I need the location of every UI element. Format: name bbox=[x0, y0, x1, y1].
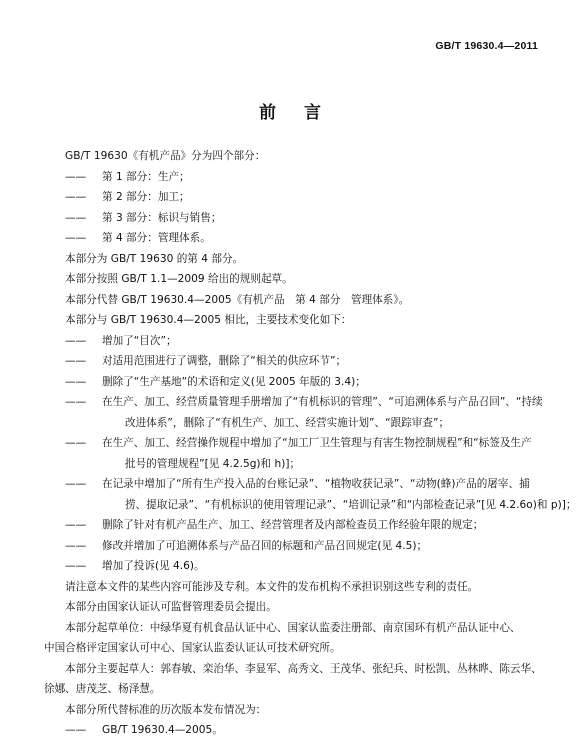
line-text: 第 2 部分：加工； bbox=[102, 191, 190, 203]
line-text: 本部分按照 GB/T 1.1—2009 给出的规则起草。 bbox=[65, 273, 293, 285]
line-text: 本部分与 GB/T 19630.4—2005 相比，主要技术变化如下： bbox=[65, 314, 352, 326]
text-line bbox=[44, 577, 536, 598]
text-line bbox=[44, 310, 536, 331]
text-line bbox=[44, 187, 536, 208]
line-text: 徐娜、唐茂芝、杨泽慧。 bbox=[44, 683, 161, 695]
text-line bbox=[44, 700, 536, 721]
line-text: 中国合格评定国家认可中心、国家认监委认证认可技术研究所。 bbox=[44, 642, 341, 654]
text-line bbox=[44, 228, 536, 249]
text-line bbox=[44, 659, 542, 680]
text-line bbox=[44, 146, 536, 167]
text-line bbox=[44, 618, 536, 639]
text-line bbox=[44, 392, 543, 413]
list-dash: —— bbox=[65, 539, 87, 552]
line-text: GB/T 19630.4—2005。 bbox=[102, 724, 223, 736]
text-line bbox=[44, 208, 536, 229]
standard-number: GB/T 19630.4—2011 bbox=[435, 40, 538, 52]
text-line bbox=[44, 556, 536, 577]
line-text: 本部分所代替标准的历次版本发布情况为： bbox=[65, 703, 267, 716]
text-line bbox=[44, 331, 536, 352]
line-text: 本部分代替 GB/T 19630.4—2005《有机产品 第 4 部分 管理体系》。 bbox=[65, 293, 410, 306]
list-dash: —— bbox=[65, 191, 87, 203]
list-dash: —— bbox=[65, 355, 87, 367]
text-line bbox=[44, 597, 536, 618]
line-text: 本部分主要起草人：郭春敏、栾治华、李显军、高秀文、王茂华、张纪兵、时松凯、丛林晔、陈云华、 bbox=[65, 662, 542, 675]
line-text: 本部分为 GB/T 19630 的第 4 部分。 bbox=[65, 252, 244, 265]
list-dash: —— bbox=[65, 519, 87, 531]
line-text: 在记录中增加了“所有生产投入品的台账记录”、“植物收获记录”、“动物(蜂)产品的屠宰、捕 bbox=[102, 478, 530, 490]
text-line bbox=[44, 474, 536, 495]
line-text: 在生产、加工、经营质量管理手册增加了“有机标识的管理”、“可追溯体系与产品召回”、“持续 bbox=[102, 396, 543, 408]
text-line bbox=[44, 167, 536, 188]
list-dash: —— bbox=[65, 375, 87, 388]
text-line bbox=[44, 372, 536, 393]
text-line bbox=[44, 515, 536, 536]
line-text: 请注意本文件的某些内容可能涉及专利。本文件的发布机构不承担识别这些专利的责任。 bbox=[65, 580, 479, 593]
line-text: 删除了针对有机产品生产、加工、经营管理者及内部检查员工作经验年限的规定； bbox=[102, 519, 484, 531]
list-dash: —— bbox=[65, 724, 87, 736]
line-text: 捞、提取记录”、“有机标识的使用管理记录”、“培训记录”和“内部检查记录”[见 4.2.6o)和 p)]； bbox=[125, 498, 577, 511]
list-dash: —— bbox=[65, 170, 87, 183]
line-text: 在生产、加工、经营操作规程中增加了“加工厂卫生管理与有害生物控制规程”和“标签及生产 bbox=[102, 437, 532, 449]
text-line bbox=[44, 638, 536, 659]
line-text: 第 1 部分：生产； bbox=[102, 170, 190, 183]
line-text: 本部分由国家认证认可监督管理委员会提出。 bbox=[65, 601, 277, 613]
text-line bbox=[44, 269, 536, 290]
text-line bbox=[44, 413, 536, 434]
line-text: 第 3 部分：标识与销售； bbox=[102, 211, 222, 224]
list-dash: —— bbox=[65, 211, 87, 224]
line-text: 批号的管理规程”[见 4.2.5g)和 h)]； bbox=[125, 457, 301, 470]
line-text: 对适用范围进行了调整，删除了“相关的供应环节”； bbox=[102, 355, 347, 367]
list-dash: —— bbox=[65, 232, 87, 244]
document-body bbox=[44, 146, 577, 741]
text-line bbox=[44, 290, 536, 311]
text-line bbox=[44, 433, 536, 454]
text-line bbox=[44, 351, 536, 372]
line-text: 第 4 部分：管理体系。 bbox=[102, 232, 211, 244]
list-dash: —— bbox=[65, 437, 87, 449]
page-title: 前言 bbox=[259, 103, 349, 123]
text-line bbox=[44, 495, 577, 516]
line-text: 删除了“生产基地”的术语和定义(见 2005 年版的 3.4)； bbox=[102, 375, 366, 388]
line-text: 增加了“目次”； bbox=[102, 334, 177, 347]
list-dash: —— bbox=[65, 478, 87, 490]
text-line bbox=[44, 249, 536, 270]
line-text: 增加了投诉(见 4.6)。 bbox=[102, 560, 205, 572]
list-dash: —— bbox=[65, 396, 87, 408]
line-text: GB/T 19630《有机产品》分为四个部分： bbox=[65, 150, 266, 162]
line-text: 改进体系”，删除了“有机生产、加工、经营实施计划”、“跟踪审查”； bbox=[125, 416, 450, 429]
text-line bbox=[44, 720, 536, 741]
text-line bbox=[44, 679, 536, 700]
line-text: 本部分起草单位：中绿华夏有机食品认证中心、国家认监委注册部、南京国环有机产品认证中心、 bbox=[65, 621, 521, 634]
list-dash: —— bbox=[65, 334, 87, 347]
text-line bbox=[44, 536, 536, 557]
text-line bbox=[44, 454, 536, 475]
line-text: 修改并增加了可追溯体系与产品召回的标题和产品召回规定(见 4.5)； bbox=[102, 539, 428, 552]
list-dash: —— bbox=[65, 560, 87, 572]
